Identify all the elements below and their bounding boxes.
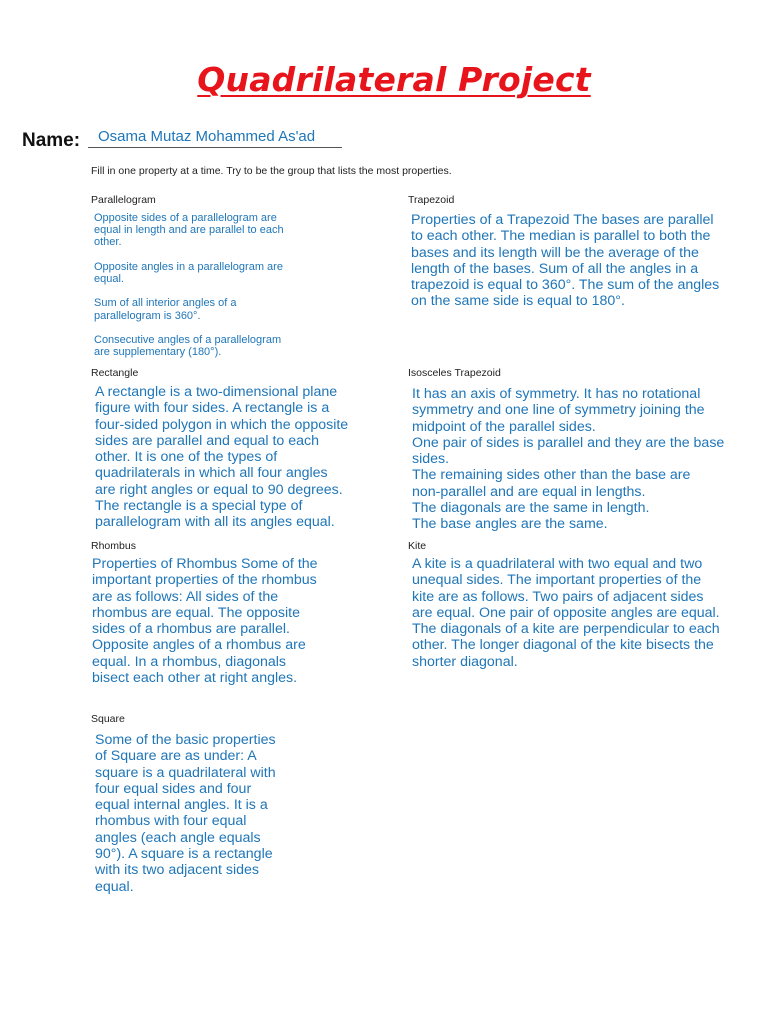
text-line: kite are as follows. Two pairs of adjacent sides: [412, 588, 704, 605]
text-line: The base angles are the same.: [412, 516, 608, 533]
text-line: unequal sides. The important properties of the: [412, 572, 702, 589]
name-label: Name:: [22, 130, 81, 151]
text-line: quadrilaterals in which all four angles: [95, 465, 328, 482]
kite-text[interactable]: [412, 556, 720, 670]
text-line: equal in length and are parallel to each: [94, 224, 284, 237]
text-line: trapezoid is equal to 360°. The sum of the angles: [411, 277, 720, 294]
text-line: other.: [94, 236, 122, 249]
text-line: shorter diagonal.: [412, 653, 518, 670]
text-line: The diagonals of a kite are perpendicular to each: [412, 621, 720, 638]
text-line: equal.: [94, 273, 124, 285]
rhombus-text[interactable]: [92, 556, 318, 686]
text-line: square is a quadrilateral with: [95, 764, 276, 781]
text-line: four equal sides and four: [95, 780, 252, 797]
text-line: The diagonals are the same in length.: [412, 500, 650, 517]
text-line: It has an axis of symmetry. It has no rotational: [412, 386, 701, 402]
text-line: other. It is one of the types of: [95, 449, 278, 466]
square-text[interactable]: [95, 732, 276, 895]
isosceles-trapezoid-text[interactable]: [412, 386, 724, 533]
text-line: with its two adjacent sides: [95, 862, 260, 879]
text-line: Properties of a Trapezoid The bases are parallel: [411, 212, 714, 228]
text-line: One pair of sides is parallel and they are the base: [412, 434, 725, 451]
text-line: sides.: [412, 451, 450, 468]
paragraph: [94, 297, 284, 321]
text-line: The rectangle is a special type of: [95, 498, 303, 515]
text-line: are supplementary (180°).: [94, 346, 222, 359]
text-line: sides are parallel and equal to each: [95, 432, 320, 449]
paragraph: [94, 334, 284, 358]
text-line: bases and its length will be the average of the: [411, 244, 699, 261]
text-line: Opposite angles in a parallelogram are: [94, 260, 283, 273]
text-line: on the same side is equal to 180°.: [411, 293, 625, 310]
text-line: rhombus with four equal: [95, 813, 247, 830]
text-line: other. The longer diagonal of the kite bisects the: [412, 637, 714, 654]
isosceles-trapezoid-label: Isosceles Trapezoid: [408, 367, 501, 379]
text-line: rhombus are equal. The opposite: [92, 604, 300, 621]
parallelogram-text[interactable]: [94, 212, 284, 371]
text-line: important properties of the rhombus: [92, 572, 317, 589]
text-line: Some of the basic properties: [95, 732, 276, 748]
text-line: parallelogram is 360°.: [94, 309, 201, 322]
parallelogram-label: Parallelogram: [91, 194, 156, 206]
trapezoid-label: Trapezoid: [408, 194, 455, 206]
rectangle-text[interactable]: [95, 384, 348, 531]
text-line: length of the bases. Sum of all the angles in a: [411, 260, 699, 277]
text-line: bisect each other at right angles.: [92, 670, 298, 687]
rhombus-label: Rhombus: [91, 540, 136, 552]
text-line: Opposite sides of a parallelogram are: [94, 212, 277, 224]
text-line: are right angles or equal to 90 degrees.: [95, 481, 343, 498]
text-line: equal internal angles. It is a: [95, 797, 268, 814]
text-line: figure with four sides. A rectangle is a: [95, 400, 330, 417]
text-line: equal.: [95, 878, 134, 895]
text-line: symmetry and one line of symmetry joining the: [412, 402, 705, 419]
text-line: sides of a rhombus are parallel.: [92, 621, 290, 638]
text-line: four-sided polygon in which the opposite: [95, 416, 349, 433]
text-line: Sum of all interior angles of a: [94, 297, 237, 310]
text-line: Opposite angles of a rhombus are: [92, 637, 306, 654]
text-line: Consecutive angles of a parallelogram: [94, 333, 282, 346]
text-line: parallelogram with all its angles equal.: [95, 514, 335, 531]
text-line: are as follows: All sides of the: [92, 588, 279, 605]
text-line: Properties of Rhombus Some of the: [92, 556, 318, 572]
rectangle-label: Rectangle: [91, 367, 139, 379]
text-line: A kite is a quadrilateral with two equal and two: [412, 556, 703, 572]
text-line: midpoint of the parallel sides.: [412, 418, 596, 435]
trapezoid-text[interactable]: [411, 212, 719, 310]
text-line: 90°). A square is a rectangle: [95, 846, 273, 863]
page-title: Quadrilateral Project: [197, 60, 591, 99]
instructions: Fill in one property at a time. Try to be the group that lists the most properties.: [91, 165, 452, 177]
text-line: equal. In a rhombus, diagonals: [92, 653, 287, 670]
paragraph: [94, 261, 284, 285]
paragraph: [94, 212, 284, 249]
text-line: A rectangle is a two-dimensional plane: [95, 384, 338, 400]
square-label: Square: [91, 713, 125, 725]
text-line: of Square are as under: A: [95, 748, 257, 765]
kite-label: Kite: [408, 540, 427, 552]
text-line: The remaining sides other than the base are: [412, 467, 691, 484]
text-line: angles (each angle equals: [95, 829, 261, 846]
text-line: to each other. The median is parallel to both the: [411, 228, 711, 245]
text-line: non-parallel and are equal in lengths.: [412, 483, 646, 500]
name-field[interactable]: Osama Mutaz Mohammed As'ad: [88, 128, 342, 148]
text-line: are equal. One pair of opposite angles are equal.: [412, 604, 720, 621]
